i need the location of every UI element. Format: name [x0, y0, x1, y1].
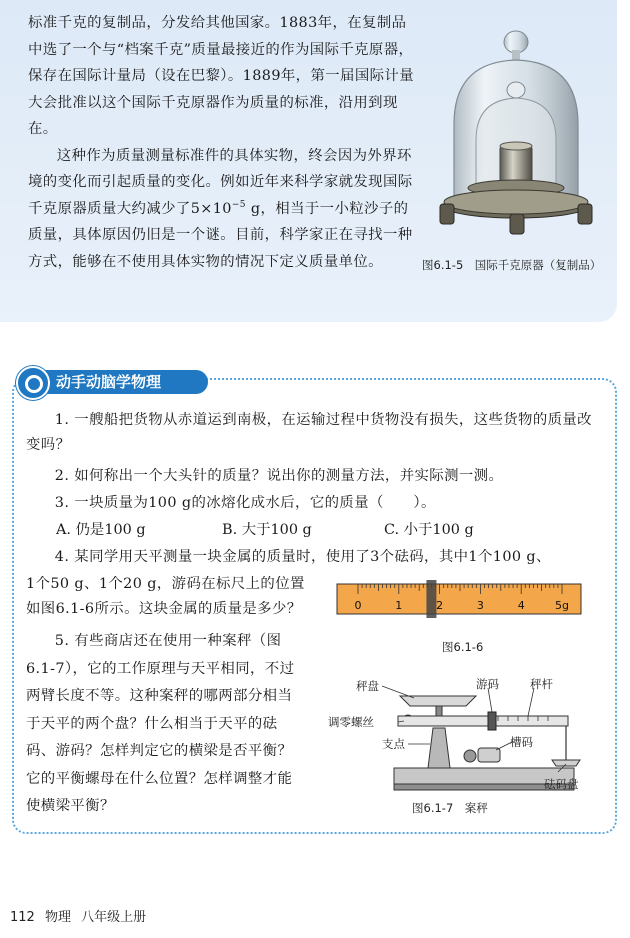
- label-weight-pan: 砝码盘: [544, 777, 579, 791]
- question-3-option-c: C. 小于100 g: [384, 522, 474, 538]
- question-3-option-b: B. 大于100 g: [222, 522, 312, 538]
- question-5: 5. 有些商店还在使用一种案秤（图6.1-7），它的工作原理与天平相同，不过两臂长度不等。这种案秤的哪两部分相当于天平的两个盘？什么相当于天平的砝码、游码？怎样判定它的横梁是否平衡？它的平衡螺母在什么位置？怎样调整才能使横梁平衡？: [26, 633, 295, 814]
- ruler-tick-label: 3: [476, 599, 484, 612]
- question-3: 3. 一块质量为100 g的冰熔化成水后，它的质量（ ）。: [54, 495, 436, 511]
- section-title: 动手动脑学物理: [56, 373, 162, 391]
- question-2: 2. 如何称出一个大头针的质量？说出你的测量方法，并实际测一测。: [54, 468, 504, 484]
- figure-6-1-6-caption: 图6.1-6: [442, 640, 484, 654]
- ruler-scale: [336, 578, 582, 618]
- label-pan: 秤盘: [356, 679, 379, 693]
- kilogram-prototype-image: [424, 28, 609, 248]
- ruler-figure: [336, 578, 582, 618]
- figure-6-1-7-caption: 图6.1-7 案秤: [412, 801, 488, 815]
- subject-name: 物理: [44, 910, 71, 925]
- page-footer: [10, 906, 152, 925]
- ruler-tick-label: 5g: [555, 599, 569, 612]
- figure-6-1-5-caption: 图6.1-5 国际千克原器（复制品）: [422, 258, 602, 272]
- question-4-line-1: 4. 某同学用天平测量一块金属的质量时，使用了3个砝码，其中1个100 g、: [54, 549, 551, 565]
- paragraph-1: 标准千克的复制品，分发给其他国家。1883年，在复制品中选了一个与“档案千克”质量最接近的作为国际千克原器，保存在国际计量局（设在巴黎）。1889年，第一届国际计量大会批准以这个国际千克原器作为质量的标准，沿用到现在。: [28, 15, 414, 137]
- ruler-tick-label: 1: [395, 599, 403, 612]
- ruler-tick-label: 4: [517, 599, 525, 612]
- label-beam: 秤杆: [530, 677, 553, 691]
- rider-slider: [426, 580, 436, 618]
- question-3-option-a: A. 仍是100 g: [56, 522, 146, 538]
- ruler-tick-label: 0: [354, 599, 362, 612]
- ruler-tick-label: 2: [436, 599, 444, 612]
- label-groove-weight: 槽码: [510, 735, 533, 749]
- target-icon: [16, 366, 50, 400]
- question-4-rest: 1个50 g、1个20 g，游码在标尺上的位置如图6.1-6所示。这块金属的质量是多少？: [26, 576, 305, 617]
- paragraph-2: 这种作为质量测量标准件的具体实物，终会因为外界环境的变化而引起质量的变化。例如近年来科学家就发现国际千克原器质量大约减少了$5\times 10^{-5}$ g，相当于一小粒沙子的质量，具体原因仍旧是一个谜。目前，科学家正在寻找一种方式，能够在不使用具体实物的情况下定义质量单位。: [28, 147, 413, 270]
- counter-scale-figure: [328, 676, 588, 794]
- label-rider: 游码: [476, 677, 499, 691]
- label-zero-screw: 调零螺丝: [328, 715, 374, 729]
- page-number: 112: [10, 910, 35, 925]
- question-1: 1. 一艘船把货物从赤道运到南极，在运输过程中货物没有损失，这些货物的质量改变吗？: [26, 412, 592, 453]
- top-text-block: [28, 10, 418, 275]
- grade-name: 八年级上册: [81, 910, 147, 925]
- label-fulcrum: 支点: [382, 737, 405, 751]
